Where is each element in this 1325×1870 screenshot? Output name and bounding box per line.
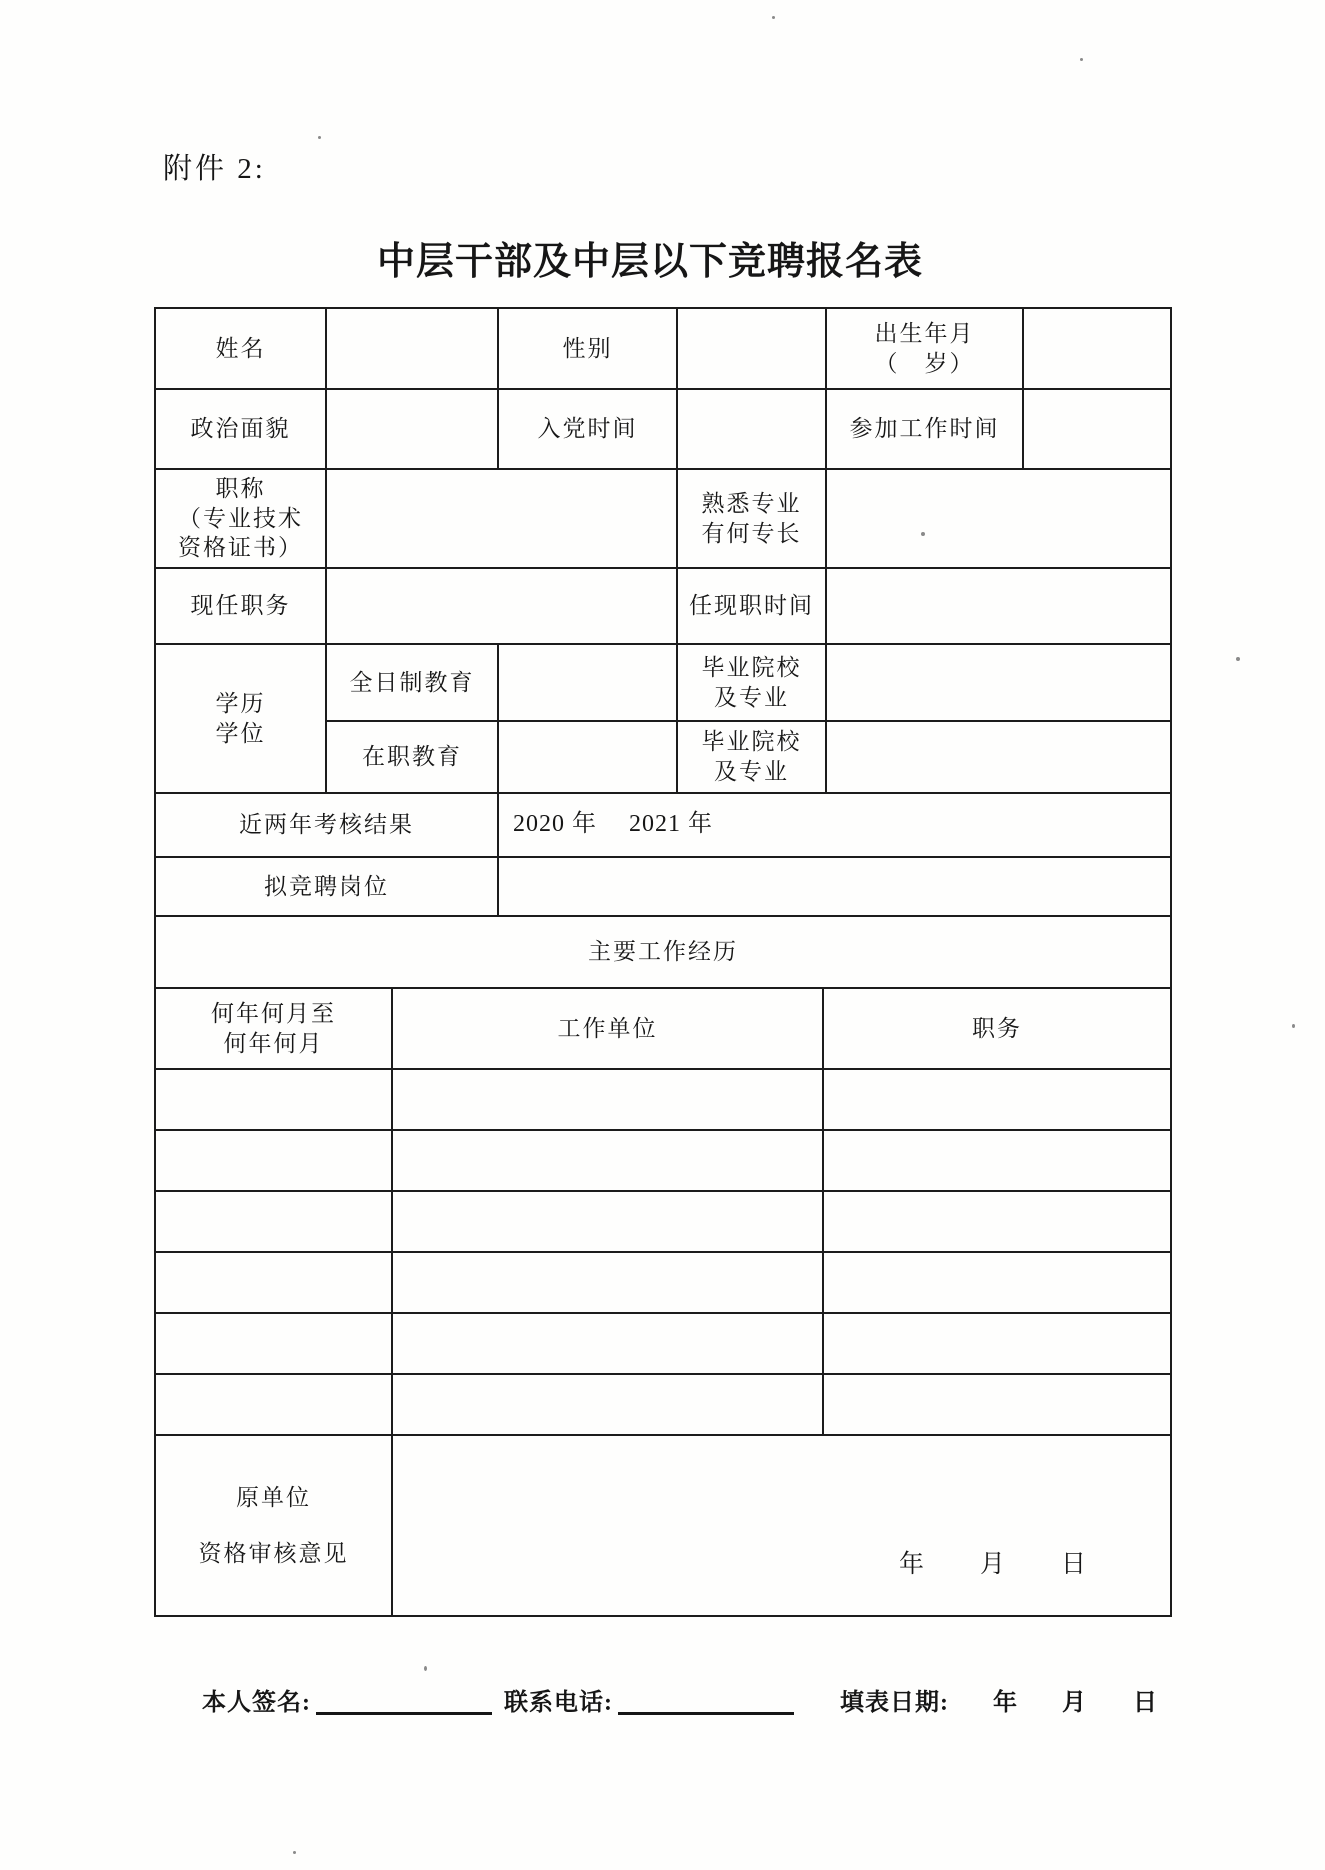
work-time-value-cell — [1023, 389, 1171, 469]
apply-label-cell — [155, 857, 498, 916]
experience-table — [154, 987, 1172, 1436]
review-table — [154, 1434, 1172, 1617]
experience-post-cell — [823, 1313, 1171, 1374]
specialty-value-cell — [826, 469, 1171, 568]
experience-period-header-cell — [155, 988, 392, 1069]
birth-value-cell — [1023, 308, 1171, 389]
experience-post-cell — [823, 1374, 1171, 1435]
fulltime-school-value-cell — [826, 644, 1171, 721]
scan-speck — [1080, 58, 1083, 61]
experience-period-header-line2: 何年何月 — [223, 1030, 324, 1056]
row-fulltime-education — [155, 644, 1171, 721]
assessment-label: 近两年考核结果 — [239, 812, 414, 838]
application-form-table — [154, 307, 1170, 1617]
gender-label: 性别 — [562, 335, 613, 361]
experience-post-header: 职务 — [972, 1015, 1022, 1041]
review-content-cell — [392, 1435, 1171, 1616]
scan-speck — [1236, 657, 1240, 661]
experience-post-cell — [823, 1191, 1171, 1252]
onjob-school-label-line1: 毕业院校 — [701, 729, 802, 755]
experience-post-cell — [823, 1252, 1171, 1313]
experience-period-cell — [155, 1130, 392, 1191]
review-date-placeholder — [899, 1549, 1086, 1582]
jobtitle-value-cell — [326, 469, 677, 568]
experience-unit-cell — [392, 1252, 823, 1313]
scan-speck — [424, 1666, 427, 1671]
row-apply-position — [155, 857, 1171, 916]
fulltime-school-label-cell — [677, 644, 826, 721]
position-label: 现任职务 — [190, 593, 291, 619]
experience-banner-table — [154, 915, 1172, 989]
review-label-cell — [155, 1435, 392, 1616]
experience-blank-row — [155, 1191, 1171, 1252]
political-value-cell — [326, 389, 498, 469]
party-time-label: 入党时间 — [537, 416, 638, 442]
jobtitle-label-line2: （专业技术 — [178, 505, 303, 531]
experience-period-cell — [155, 1313, 392, 1374]
specialty-label-cell — [677, 469, 826, 568]
birth-label-line1: 出生年月 — [874, 320, 975, 346]
attachment-label: 附件 2: — [163, 153, 266, 185]
title-position-table — [154, 468, 1172, 645]
gender-label-cell — [498, 308, 677, 389]
work-time-label: 参加工作时间 — [849, 416, 1000, 442]
education-section-label-cell — [155, 644, 326, 793]
fill-date-year-label: 年 — [993, 1690, 1018, 1716]
row-assessment — [155, 793, 1171, 857]
specialty-label-line2: 有何专长 — [701, 520, 802, 546]
row-experience-header — [155, 988, 1171, 1069]
birth-label-cell — [826, 308, 1023, 389]
onjob-label-cell — [326, 721, 498, 793]
birth-label-line2: （ 岁） — [874, 350, 975, 376]
experience-period-header-line1: 何年何月至 — [211, 1000, 336, 1026]
jobtitle-label-line3: 资格证书） — [178, 535, 303, 561]
experience-blank-row — [155, 1069, 1171, 1130]
position-time-value-cell — [826, 568, 1171, 644]
experience-period-cell — [155, 1191, 392, 1252]
jobtitle-label-line1: 职称 — [215, 475, 266, 501]
fulltime-value-cell — [498, 644, 677, 721]
education-label-line1: 学历 — [215, 690, 266, 716]
experience-title-cell — [155, 916, 1171, 988]
signature-blank-line — [316, 1707, 492, 1715]
experience-unit-cell — [392, 1069, 823, 1130]
education-table — [154, 643, 1172, 794]
review-label-line1: 原单位 — [236, 1484, 311, 1510]
work-time-label-cell — [826, 389, 1023, 469]
scan-speck — [772, 16, 775, 19]
name-value-cell — [326, 308, 498, 389]
onjob-school-value-cell — [826, 721, 1171, 793]
gender-value-cell — [677, 308, 826, 389]
form-title: 中层干部及中层以下竞聘报名表 — [377, 241, 924, 283]
scan-speck — [1292, 1024, 1295, 1028]
experience-blank-row — [155, 1313, 1171, 1374]
experience-post-cell — [823, 1130, 1171, 1191]
experience-post-header-cell — [823, 988, 1171, 1069]
fulltime-label: 全日制教育 — [349, 669, 475, 695]
experience-unit-cell — [392, 1130, 823, 1191]
party-time-label-cell — [498, 389, 677, 469]
row-position — [155, 568, 1171, 644]
experience-period-cell — [155, 1252, 392, 1313]
fulltime-school-label-line2: 及专业 — [714, 684, 789, 710]
signature-row — [202, 1682, 1158, 1717]
scan-speck — [921, 532, 925, 536]
experience-blank-row — [155, 1252, 1171, 1313]
onjob-school-label-line2: 及专业 — [714, 759, 789, 784]
signature-label: 本人签名: — [202, 1690, 311, 1716]
fill-date-label: 填表日期: — [840, 1690, 949, 1716]
political-label: 政治面貌 — [190, 416, 291, 442]
apply-label: 拟竞聘岗位 — [264, 873, 389, 899]
position-label-cell — [155, 568, 326, 644]
experience-unit-cell — [392, 1374, 823, 1435]
jobtitle-label-cell — [155, 469, 326, 568]
review-day-label: 日 — [1060, 1551, 1086, 1578]
assessment-label-cell — [155, 793, 498, 857]
experience-period-cell — [155, 1069, 392, 1130]
row-political-party-work — [155, 389, 1171, 469]
name-label: 姓名 — [215, 335, 266, 361]
position-value-cell — [326, 568, 677, 644]
position-time-label-cell — [677, 568, 826, 644]
scan-speck — [318, 136, 321, 139]
row-review — [155, 1435, 1171, 1616]
experience-title: 主要工作经历 — [588, 939, 738, 965]
assessment-years: 2020 年 2021 年 — [513, 811, 713, 838]
political-label-cell — [155, 389, 326, 469]
experience-unit-cell — [392, 1191, 823, 1252]
fulltime-school-label-line1: 毕业院校 — [701, 654, 802, 680]
basic-info-table — [154, 307, 1172, 470]
fulltime-label-cell — [326, 644, 498, 721]
row-experience-banner — [155, 916, 1171, 988]
name-label-cell — [155, 308, 326, 389]
position-time-label: 任现职时间 — [689, 593, 814, 619]
review-month-label: 月 — [979, 1551, 1005, 1578]
experience-post-cell — [823, 1069, 1171, 1130]
apply-value-cell — [498, 857, 1171, 916]
experience-period-cell — [155, 1374, 392, 1435]
assessment-table — [154, 792, 1172, 917]
experience-unit-header: 工作单位 — [557, 1015, 658, 1041]
fill-date-day-label: 日 — [1133, 1690, 1158, 1716]
fill-date-month-label: 月 — [1062, 1690, 1087, 1716]
experience-unit-header-cell — [392, 988, 823, 1069]
onjob-label: 在职教育 — [362, 744, 462, 770]
scan-speck — [293, 1851, 296, 1854]
phone-blank-line — [618, 1707, 794, 1715]
education-label-line2: 学位 — [215, 720, 266, 746]
onjob-value-cell — [498, 721, 677, 793]
phone-label: 联系电话: — [504, 1690, 613, 1716]
experience-blank-row — [155, 1130, 1171, 1191]
row-jobtitle-specialty — [155, 469, 1171, 568]
onjob-school-label-cell — [677, 721, 826, 793]
review-year-label: 年 — [898, 1551, 924, 1578]
party-time-value-cell — [677, 389, 826, 469]
specialty-label-line1: 熟悉专业 — [701, 490, 802, 516]
row-name-gender-birth — [155, 308, 1171, 389]
assessment-value-cell — [498, 793, 1171, 857]
review-label-line2: 资格审核意见 — [198, 1540, 349, 1566]
experience-unit-cell — [392, 1313, 823, 1374]
experience-blank-row — [155, 1374, 1171, 1435]
